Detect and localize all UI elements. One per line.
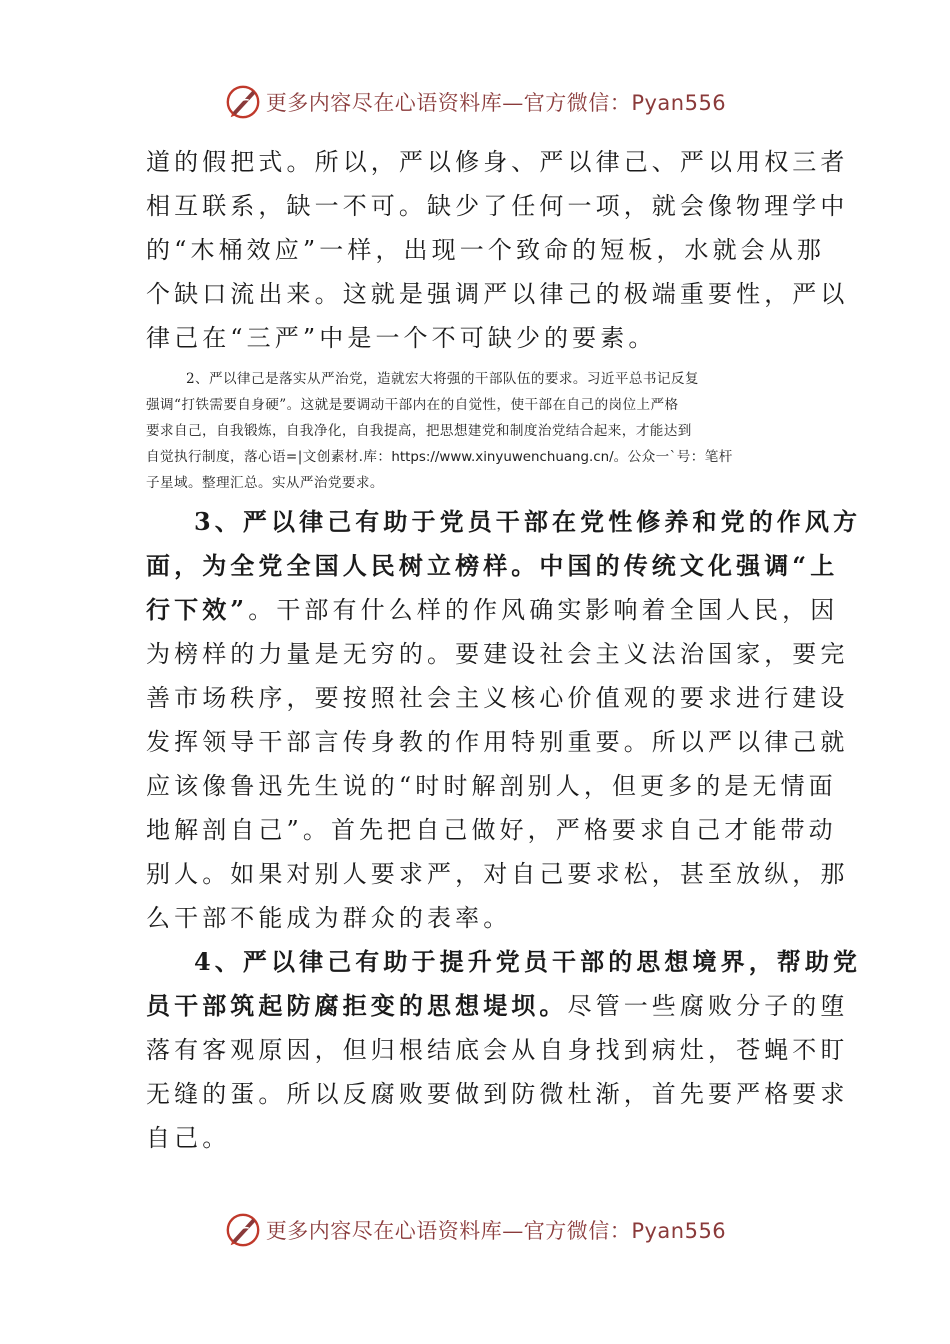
footer-banner	[0, 1210, 950, 1250]
text-line	[146, 544, 839, 588]
text-line: 行下效”。干部有什么样的作风确实影响着全国人民，因	[146, 595, 839, 624]
bold-heading: 行下效”	[146, 595, 249, 624]
pen-logo-icon	[224, 1211, 262, 1249]
header-banner	[0, 82, 950, 122]
text-line: 相互联系，缺一不可。缺少了任何一项，就会像物理学中	[146, 192, 849, 220]
note-paragraph	[146, 366, 808, 496]
text-line: 发挥领导干部言传身教的作用特别重要。所以严以律己就	[146, 728, 849, 756]
text-line	[146, 500, 862, 544]
text-line: 个缺口流出来。这就是强调严以律己的极端重要性，严以	[146, 280, 849, 308]
paragraph-4	[146, 940, 862, 1160]
text-line: 应该像鲁迅先生说的“时时解剖别人，但更多的是无情面	[146, 772, 837, 800]
text-line: 自己。	[146, 1124, 231, 1152]
text-line: 员干部筑起防腐拒变的思想堤坝。尽管一些腐败分子的堕	[146, 991, 849, 1020]
bold-heading: 员干部筑起防腐拒变的思想堤坝。	[146, 991, 568, 1020]
text-line: 律己在“三严”中是一个不可缺少的要素。	[146, 324, 657, 352]
footer-wechat-id: Pyan556	[631, 1219, 727, 1243]
text-line: 地解剖自己”。首先把自己做好，严格要求自己才能带动	[146, 816, 837, 844]
text-line: 善市场秩序，要按照社会主义核心价值观的要求进行建设	[146, 684, 849, 712]
footer-banner-text: 更多内容尽在心语资料库—官方微信：Pyan556	[265, 1219, 727, 1243]
paragraph-1	[146, 140, 849, 360]
note-line: 子星域。整理汇总。实从严治党要求。	[146, 475, 384, 491]
source-url: https://www.xinyuwenchuang.cn/	[391, 450, 614, 465]
bold-heading: 4、严以律己有助于提升党员干部的思想境界，帮助党	[194, 947, 862, 976]
note-line: 2、严以律己是落实从严治党，造就宏大将强的干部队伍的要求。习近平总书记反复	[186, 371, 699, 387]
note-line: 要求自己，自我锻炼，自我净化，自我提高，把思想建党和制度治党结合起来，才能达到	[146, 423, 692, 439]
bold-heading: 3、严以律己有助于党员干部在党性修养和党的作风方	[194, 507, 862, 536]
pen-logo-icon	[224, 83, 262, 121]
header-banner-text: 更多内容尽在心语资料库—官方微信：Pyan556	[265, 91, 727, 115]
header-wechat-id: Pyan556	[631, 91, 727, 115]
text-line: 的“木桶效应”一样，出现一个致命的短板，水就会从那	[146, 236, 826, 264]
note-line: 自觉执行制度，落心语=|文创素材.库：https://www.xinyuwenchuang.cn/。公众一`号：笔杆	[146, 449, 733, 465]
text-line	[146, 940, 862, 984]
text-line: 道的假把式。所以，严以修身、严以律己、严以用权三者	[146, 148, 849, 176]
text-line: 无缝的蛋。所以反腐败要做到防微杜渐，首先要严格要求	[146, 1080, 849, 1108]
text-line: 么干部不能成为群众的表率。	[146, 904, 512, 932]
bold-heading: 面，为全党全国人民树立榜样。中国的传统文化强调“上	[146, 551, 839, 580]
text-line: 落有客观原因，但归根结底会从自身找到病灶，苍蝇不盯	[146, 1036, 849, 1064]
text-line: 为榜样的力量是无穷的。要建设社会主义法治国家，要完	[146, 640, 849, 668]
document-body	[146, 140, 862, 1160]
paragraph-3	[146, 500, 862, 940]
text-line: 别人。如果对别人要求严，对自己要求松，甚至放纵，那	[146, 860, 849, 888]
note-line: 强调“打铁需要自身硬”。这就是要调动干部内在的自觉性，使干部在自己的岗位上严格	[146, 397, 679, 413]
